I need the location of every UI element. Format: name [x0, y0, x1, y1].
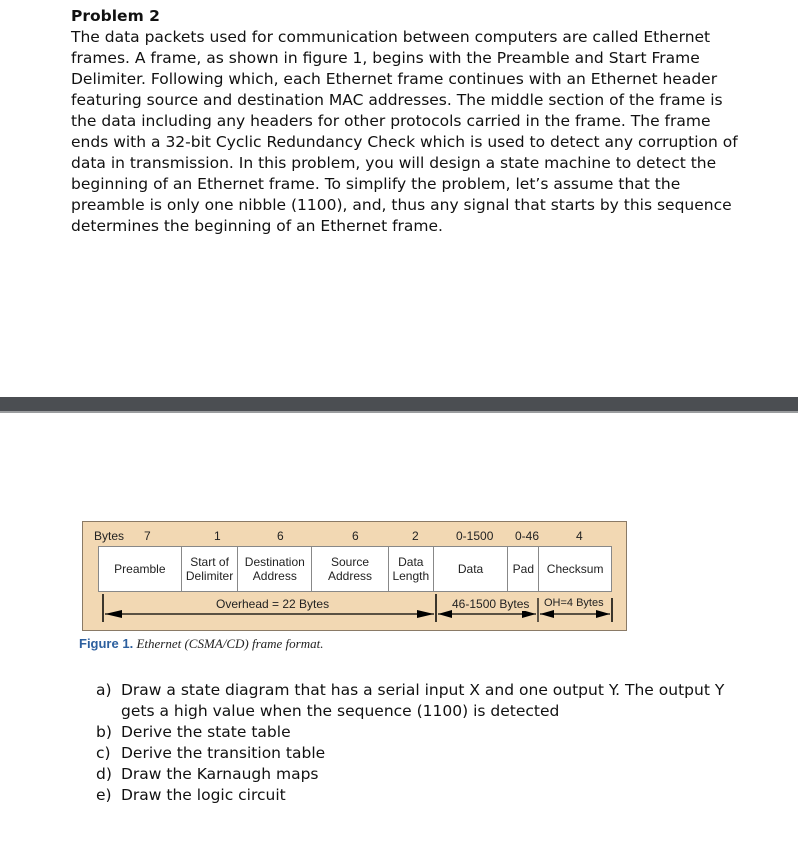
question-list [96, 680, 736, 806]
question-item [96, 764, 736, 785]
byte-count: 7 [144, 529, 151, 543]
figure-caption-label: Figure 1. [79, 636, 134, 651]
byte-count: 4 [576, 529, 583, 543]
field-label: Destination [244, 555, 305, 569]
figure-caption-text: Ethernet (CSMA/CD) frame format. [136, 636, 324, 651]
question-item [96, 785, 736, 806]
frame-fields-row [98, 546, 612, 592]
payload-label: 46-1500 Bytes [452, 597, 530, 611]
span-arrows [96, 592, 618, 624]
question-text: Draw the logic circuit [121, 786, 286, 804]
field-start-delimiter [182, 547, 239, 591]
oh-arrow-head-left [540, 610, 554, 618]
field-label: Address [328, 569, 373, 583]
byte-count: 0-1500 [456, 529, 494, 543]
overhead-label: Overhead = 22 Bytes [216, 597, 330, 611]
field-pad [508, 547, 539, 591]
field-checksum [539, 547, 611, 591]
problem-description: The data packets used for communication between computers are called Ethernet frames. A frame, as shown in figure 1, begins with the Preamble and Start Frame Delimiter. Following which, each Ethernet frame continues with an Ethernet header featuring source and destination MAC addresses. The middle section of the frame is the data including any headers for other protocols carried in the frame. The frame ends with a 32-bit Cyclic Redundancy Check which is used to detect any corruption of data in transmission. In this problem, you will design a state machine to detect the beginning of an Ethernet frame. To simplify the problem, let’s assume that the preamble is only one nibble (1100), and, thus any signal that starts by this sequence determines the beginning of an Ethernet frame. [71, 28, 738, 235]
figure-caption [79, 636, 323, 652]
question-letter: d) [96, 765, 112, 783]
overhead-arrow-head-left [105, 610, 122, 618]
field-label: Source [331, 555, 370, 569]
overhead-arrow-head-right [417, 610, 434, 618]
field-label: Length [392, 569, 430, 583]
question-text: Derive the state table [121, 723, 291, 741]
byte-count: 6 [352, 529, 359, 543]
field-label: Data [457, 562, 484, 576]
question-text: Draw the Karnaugh maps [121, 765, 319, 783]
question-item [96, 680, 736, 722]
field-label: Pad [512, 562, 535, 576]
payload-arrow-head-right [522, 610, 536, 618]
byte-count: 1 [214, 529, 221, 543]
byte-count: 0-46 [515, 529, 540, 543]
field-label: Start of [190, 555, 229, 569]
byte-count: 2 [412, 529, 419, 543]
question-item [96, 722, 736, 743]
question-letter: e) [96, 786, 112, 804]
field-label: Data [398, 555, 424, 569]
question-text: Draw a state diagram that has a serial input X and one output Y. The output Y gets a high value when the sequence (1100) is detected [121, 681, 725, 720]
field-destination-address [238, 547, 312, 591]
section-divider [0, 397, 798, 413]
oh-label: OH=4 Bytes [544, 597, 604, 609]
field-label: Delimiter [185, 569, 234, 583]
problem-title: Problem 2 [71, 7, 160, 25]
field-preamble [99, 547, 182, 591]
field-label: Preamble [114, 562, 166, 576]
oh-arrow-head-right [596, 610, 610, 618]
field-label: Address [252, 569, 297, 583]
field-source-address [312, 547, 389, 591]
question-letter: b) [96, 723, 112, 741]
field-data [434, 547, 509, 591]
question-letter: c) [96, 744, 111, 762]
field-data-length [389, 547, 434, 591]
question-letter: a) [96, 681, 112, 699]
problem-section [71, 6, 751, 237]
question-item [96, 743, 736, 764]
byte-count: 6 [277, 529, 284, 543]
field-label: Checksum [546, 562, 604, 576]
payload-arrow-head-left [438, 610, 452, 618]
bytes-label: Bytes [94, 529, 125, 543]
question-text: Derive the transition table [121, 744, 326, 762]
